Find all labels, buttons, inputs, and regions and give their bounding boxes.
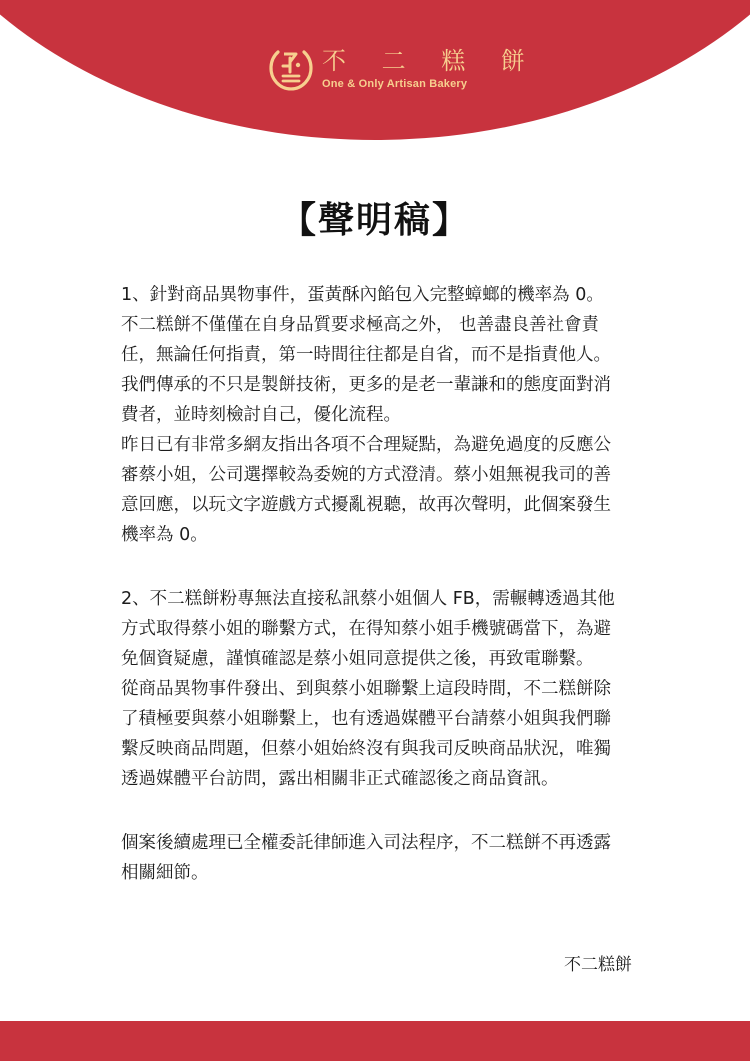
text-line: 意回應，以玩文字遊戲方式擾亂視聽，故再次聲明，此個案發生: [121, 495, 611, 515]
statement-body: [121, 280, 641, 888]
text-line: 個案後續處理已全權委託律師進入司法程序，不二糕餅不再透露: [121, 833, 611, 853]
text-line: 1、針對商品異物事件，蛋黃酥內餡包入完整蟑螂的機率為 0。: [121, 285, 604, 305]
text-line: 透過媒體平台訪問，露出相關非正式確認後之商品資訊。: [121, 769, 559, 789]
text-line: 昨日已有非常多網友指出各項不合理疑點，為避免過度的反應公: [121, 435, 611, 455]
text-line: 機率為 0。: [121, 525, 208, 545]
brand-tagline: One & Only Artisan Bakery: [322, 78, 468, 90]
text-line: 任，無論任何指責，第一時間往往都是自省，而不是指責他人。: [121, 345, 611, 365]
text-line: 相關細節。: [121, 863, 209, 883]
signature: 不二糕餅: [564, 955, 632, 975]
section-3: [121, 828, 641, 888]
text-line: 免個資疑慮，謹慎確認是蔡小姐同意提供之後，再致電聯繫。: [121, 649, 594, 669]
section-2: [121, 584, 641, 794]
section-1: [121, 280, 641, 550]
brand-name: 不 二 糕 餅: [322, 47, 539, 75]
footer-red-bar: [0, 1021, 750, 1061]
document-title: 【聲明稿】: [279, 200, 470, 241]
brand-header: [268, 44, 539, 92]
text-line: 2、不二糕餅粉專無法直接私訊蔡小姐個人 FB，需輾轉透過其他: [121, 589, 615, 609]
text-line: 方式取得蔡小姐的聯繫方式，在得知蔡小姐手機號碼當下，為避: [121, 619, 611, 639]
text-line: 不二糕餅不僅僅在自身品質要求極高之外， 也善盡良善社會責: [121, 315, 600, 335]
text-line: 費者，並時刻檢討自己，優化流程。: [121, 405, 401, 425]
text-line: 審蔡小姐，公司選擇較為委婉的方式澄清。蔡小姐無視我司的善: [121, 465, 611, 485]
text-line: 我們傳承的不只是製餅技術，更多的是老一輩謙和的態度面對消: [121, 375, 611, 395]
text-line: 了積極要與蔡小姐聯繫上，也有透過媒體平台請蔡小姐與我們聯: [121, 709, 611, 729]
paragraph-gap: [121, 794, 641, 828]
text-line: 從商品異物事件發出、到與蔡小姐聯繫上這段時間，不二糕餅除: [121, 679, 611, 699]
text-line: 繫反映商品問題，但蔡小姐始終沒有與我司反映商品狀況，唯獨: [121, 739, 611, 759]
paragraph-gap: [121, 550, 641, 584]
bakery-seal-logo-icon: [268, 44, 314, 92]
